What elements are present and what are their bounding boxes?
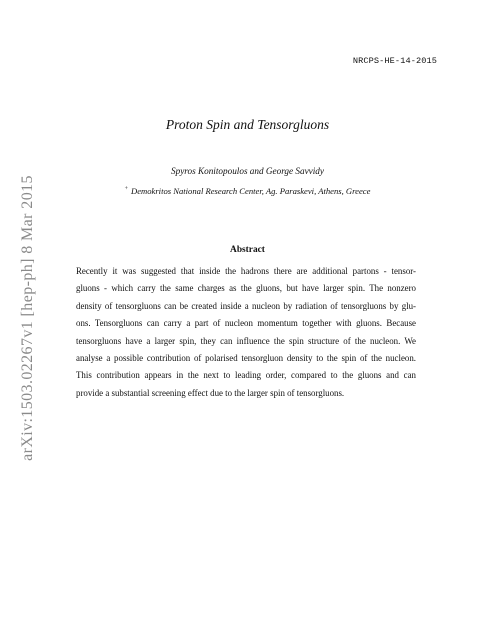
affiliation — [0, 186, 495, 196]
abstract-line: tensorgluons have a larger spin, they can influence the spin structure of the nucleon. We — [76, 335, 416, 346]
abstract-line: gluons - which carry the same charges as the gluons, but have larger spin. The nonzero — [76, 283, 416, 294]
abstract-line: provide a substantial screening effect due to the larger spin of tensorgluons. — [76, 387, 345, 398]
abstract-line: analyse a possible contribution of polarised tensorgluon density to the spin of the nucleon. — [76, 352, 416, 363]
abstract-body — [76, 263, 416, 402]
arxiv-stamp-text: arXiv:1503.02267v1 [hep-ph] 8 Mar 2015 — [19, 175, 36, 461]
report-number: NRCPS-HE-14-2015 — [352, 56, 437, 66]
abstract-line: ons. Tensorgluons can carry a part of nucleon momentum together with gluons. Because — [76, 318, 416, 329]
abstract-heading: Abstract — [230, 245, 265, 255]
abstract-line: density of tensorgluons can be created inside a nucleon by radiation of tensorgluons by glu- — [76, 300, 416, 311]
affiliation-mark: + — [124, 186, 128, 193]
abstract-line: This contribution appears in the next to leading order, compared to the gluons and can — [76, 370, 416, 381]
abstract-line: Recently it was suggested that inside the hadrons there are additional partons - tensor- — [76, 266, 416, 276]
paper-title: Proton Spin and Tensorgluons — [165, 117, 330, 132]
author-list: Spyros Konitopoulos and George Savvidy — [171, 166, 324, 176]
affiliation-text: Demokritos National Research Center, Ag. Paraskevi, Athens, Greece — [131, 186, 371, 196]
